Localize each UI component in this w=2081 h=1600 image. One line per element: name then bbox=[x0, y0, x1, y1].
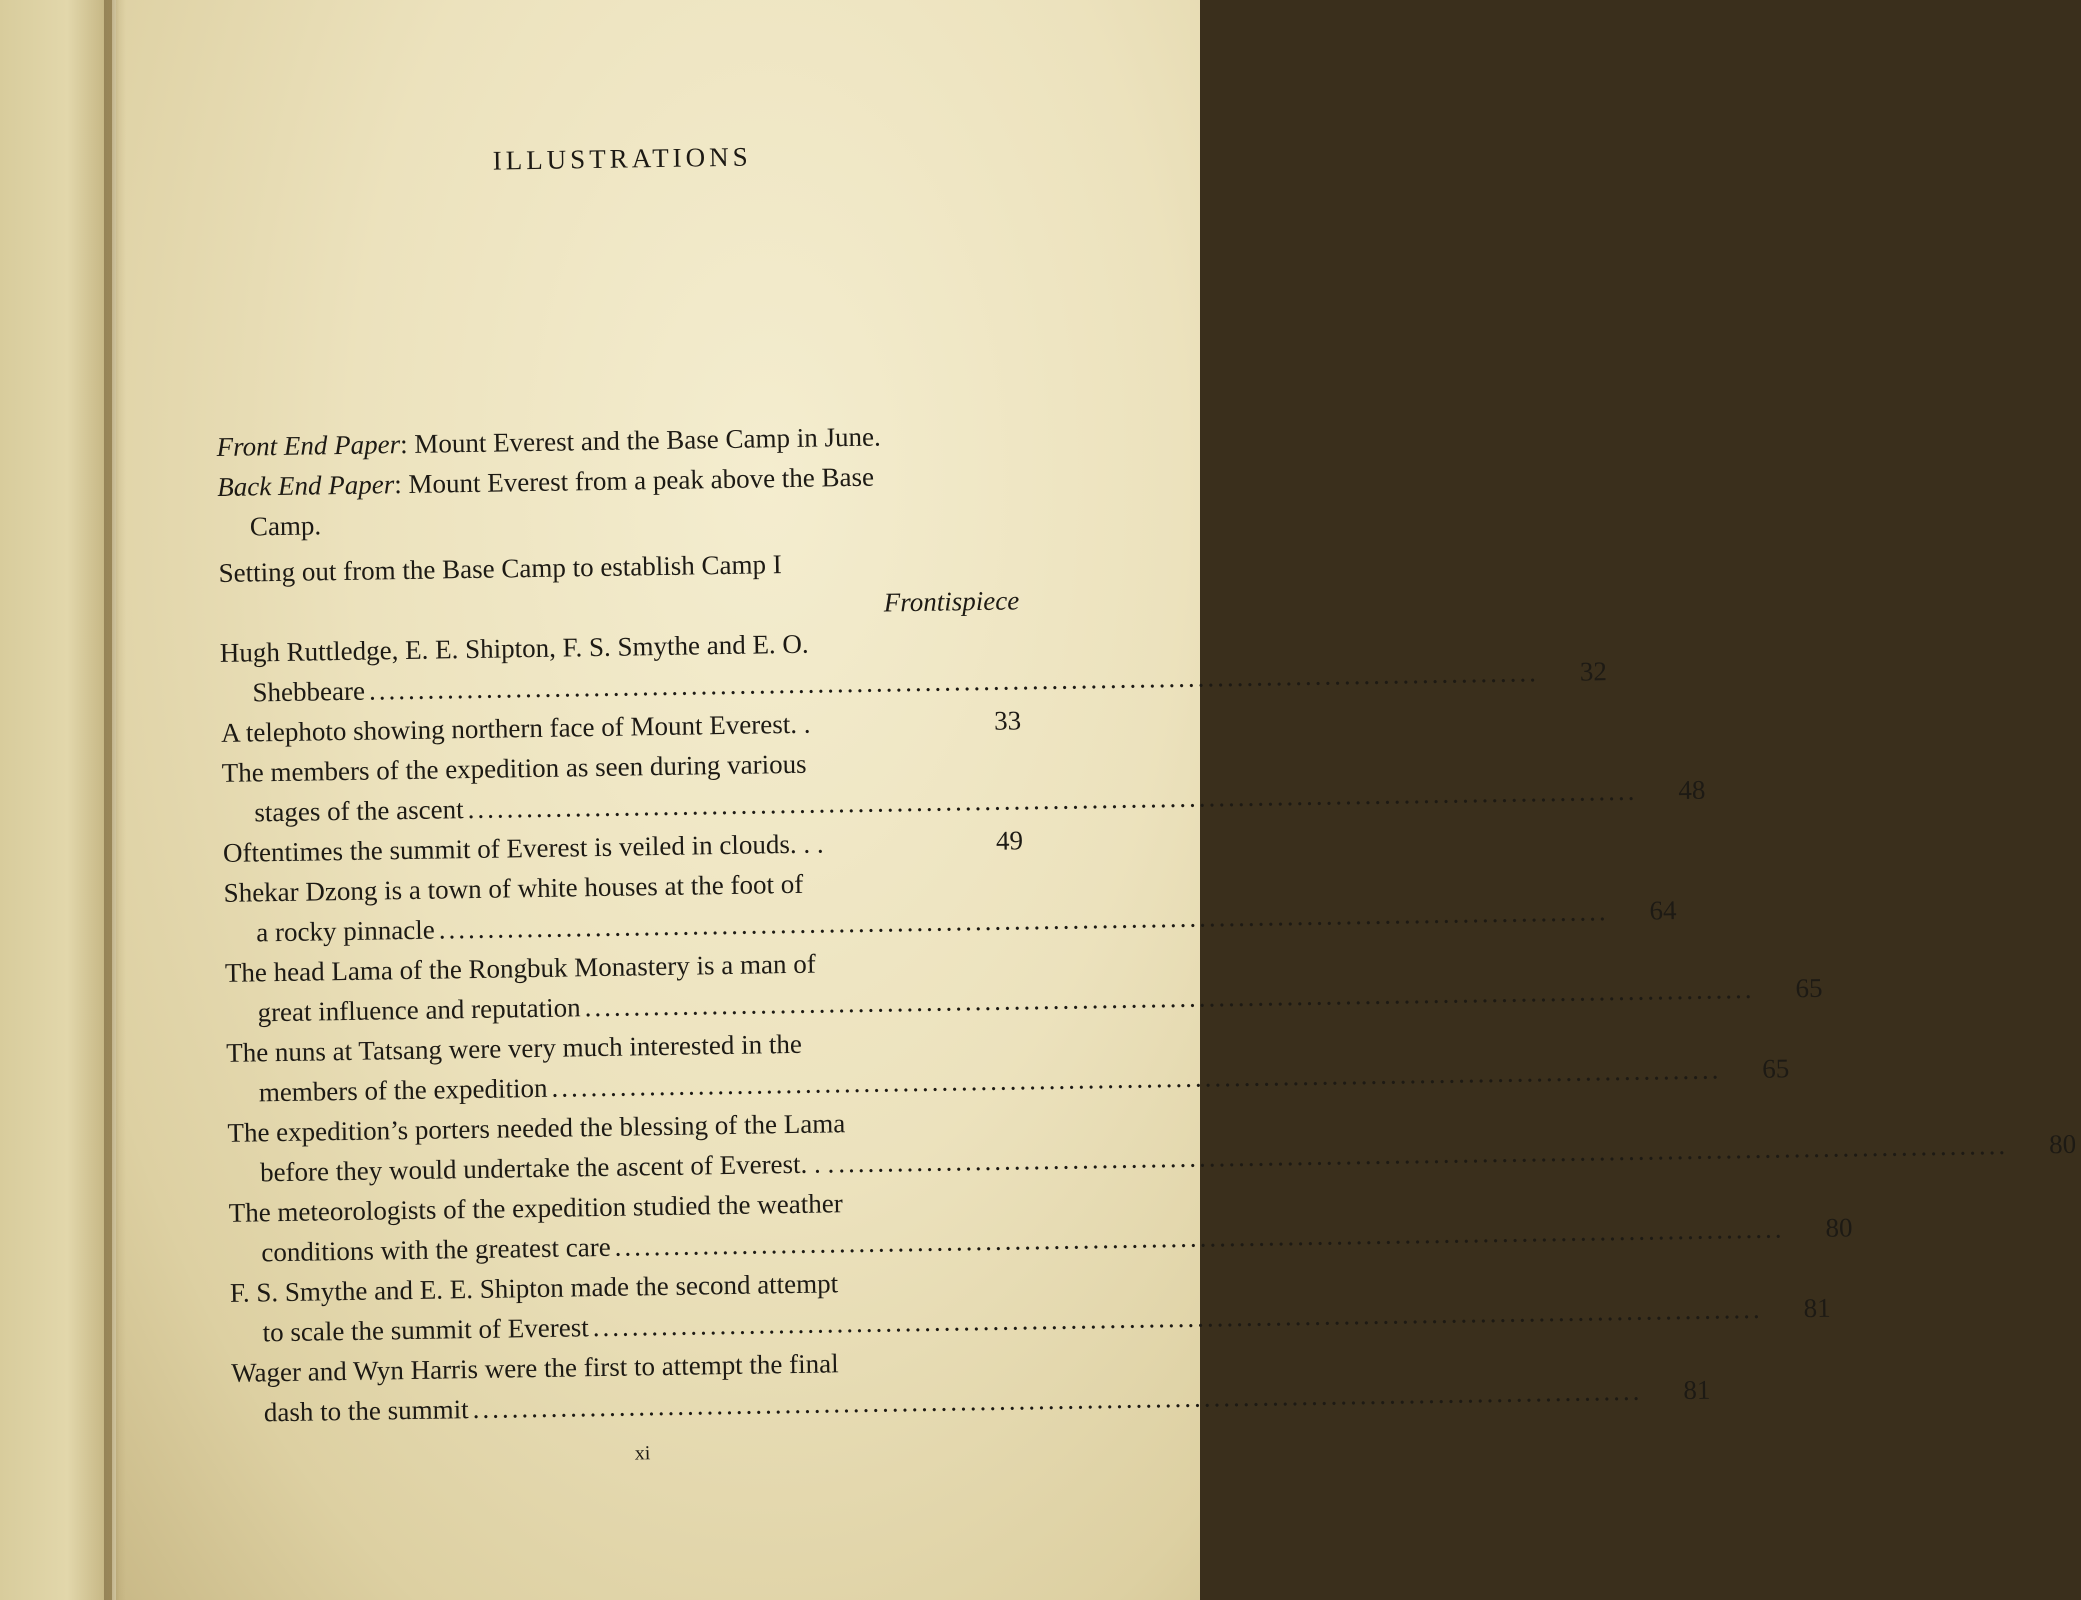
end-paper-front-text: : Mount Everest and the Base Camp in June. bbox=[399, 421, 881, 460]
illustration-entry bbox=[227, 1100, 2077, 1193]
illustration-entry bbox=[230, 1340, 1711, 1433]
entry-page-number: 80 bbox=[2048, 1128, 2077, 1160]
illustration-entry bbox=[224, 940, 1823, 1033]
entry-caption-continuation: before they would undertake the ascent of Everest. . . bbox=[259, 1148, 835, 1188]
frontispiece-page: Frontispiece bbox=[883, 585, 1020, 618]
entry-page-number: 80 bbox=[1825, 1212, 1853, 1243]
entry-caption-line: The members of the expedition as seen during various bbox=[221, 748, 807, 788]
entry-caption-line: Hugh Ruttledge, E. E. Shipton, F. S. Smythe and E. O. bbox=[219, 628, 809, 668]
entry-page-number: 32 bbox=[1579, 656, 1608, 687]
end-paper-back bbox=[217, 456, 930, 547]
entry-page-number: 33 bbox=[993, 705, 1022, 736]
entry-page-number: 65 bbox=[1795, 972, 1823, 1004]
left-page-edge bbox=[0, 0, 112, 1600]
dot-leader: ........................................................................................................................ bbox=[614, 1213, 1785, 1262]
dot-leader: ........................................................................................................................ bbox=[368, 657, 1540, 706]
dot-leader: ........................................................................................................................ bbox=[838, 1129, 2009, 1179]
book-gutter bbox=[104, 0, 126, 1600]
frontispiece-entry bbox=[218, 540, 1019, 633]
illustration-entry bbox=[219, 620, 1608, 713]
entry-caption-line: A telephoto showing northern face of Mount Everest. . bbox=[220, 708, 811, 748]
dot-leader: ........................................................................................................................ bbox=[438, 896, 1609, 945]
entry-page-number: 48 bbox=[1678, 774, 1706, 806]
entry-page-number: 81 bbox=[1683, 1374, 1711, 1406]
entry-caption-continuation: a rocky pinnacle bbox=[256, 914, 435, 948]
illustration-list bbox=[219, 620, 2077, 1432]
dot-leader: ........................................................................................................................ bbox=[472, 1375, 1643, 1425]
illustrations-page bbox=[212, 137, 2077, 1471]
dot-leader: ........................................................................................................................ bbox=[584, 973, 1755, 1023]
entry-page-number: 81 bbox=[1803, 1292, 1831, 1324]
illustration-entry bbox=[221, 740, 1706, 833]
illustration-entry bbox=[223, 860, 1677, 953]
entry-caption-line: F. S. Smythe and E. E. Shipton made the second attempt bbox=[229, 1268, 839, 1308]
dot-leader: ........................................................................................................................ bbox=[592, 1293, 1763, 1343]
entry-caption-continuation: conditions with the greatest care bbox=[261, 1231, 611, 1268]
entry-caption-line: The expedition’s porters needed the blessing of the Lama bbox=[227, 1108, 846, 1148]
entry-caption-continuation: members of the expedition bbox=[258, 1072, 548, 1108]
illustration-entry bbox=[228, 1180, 1853, 1273]
dot-leader: ........................................................................................................................ bbox=[551, 1054, 1722, 1103]
entry-caption-line: The meteorologists of the expedition studied the weather bbox=[228, 1188, 843, 1228]
end-paper-back-text: : Mount Everest from a peak above the Base bbox=[393, 461, 875, 500]
page-heading: ILLUSTRATIONS bbox=[492, 141, 752, 176]
entry-caption-line: The nuns at Tatsang were very much interested in the bbox=[225, 1028, 803, 1068]
entry-page-number: 65 bbox=[1762, 1053, 1790, 1084]
entry-caption-continuation: great influence and reputation bbox=[257, 992, 581, 1028]
entry-page-number: 49 bbox=[995, 825, 1024, 856]
frontispiece-text: Setting out from the Base Camp to establish Camp I bbox=[218, 549, 782, 588]
entry-caption-line: The head Lama of the Rongbuk Monastery is a man of bbox=[224, 948, 816, 988]
entry-page-number: 64 bbox=[1649, 895, 1677, 926]
entry-caption-line: Shekar Dzong is a town of white houses at the foot of bbox=[223, 868, 804, 908]
entry-caption-continuation: dash to the summit bbox=[263, 1394, 469, 1428]
end-paper-back-lead: Back End Paper bbox=[217, 469, 395, 502]
illustration-entry bbox=[225, 1020, 1790, 1113]
dot-leader: ........................................................................................................................ bbox=[467, 775, 1638, 825]
page-folio: xi bbox=[634, 1442, 651, 1465]
entry-caption-continuation: to scale the summit of Everest bbox=[262, 1312, 589, 1348]
illustration-entry bbox=[229, 1260, 1831, 1353]
end-paper-front-lead: Front End Paper bbox=[216, 429, 401, 462]
entry-caption-continuation: stages of the ascent bbox=[254, 794, 464, 828]
entry-caption-line: Oftentimes the summit of Everest is veiled in clouds. . . bbox=[222, 828, 824, 868]
entry-caption-continuation: Shebbeare bbox=[252, 675, 366, 708]
entry-caption-line: Wager and Wyn Harris were the first to attempt the final bbox=[230, 1348, 839, 1388]
end-paper-back-continuation: Camp. bbox=[249, 510, 322, 542]
